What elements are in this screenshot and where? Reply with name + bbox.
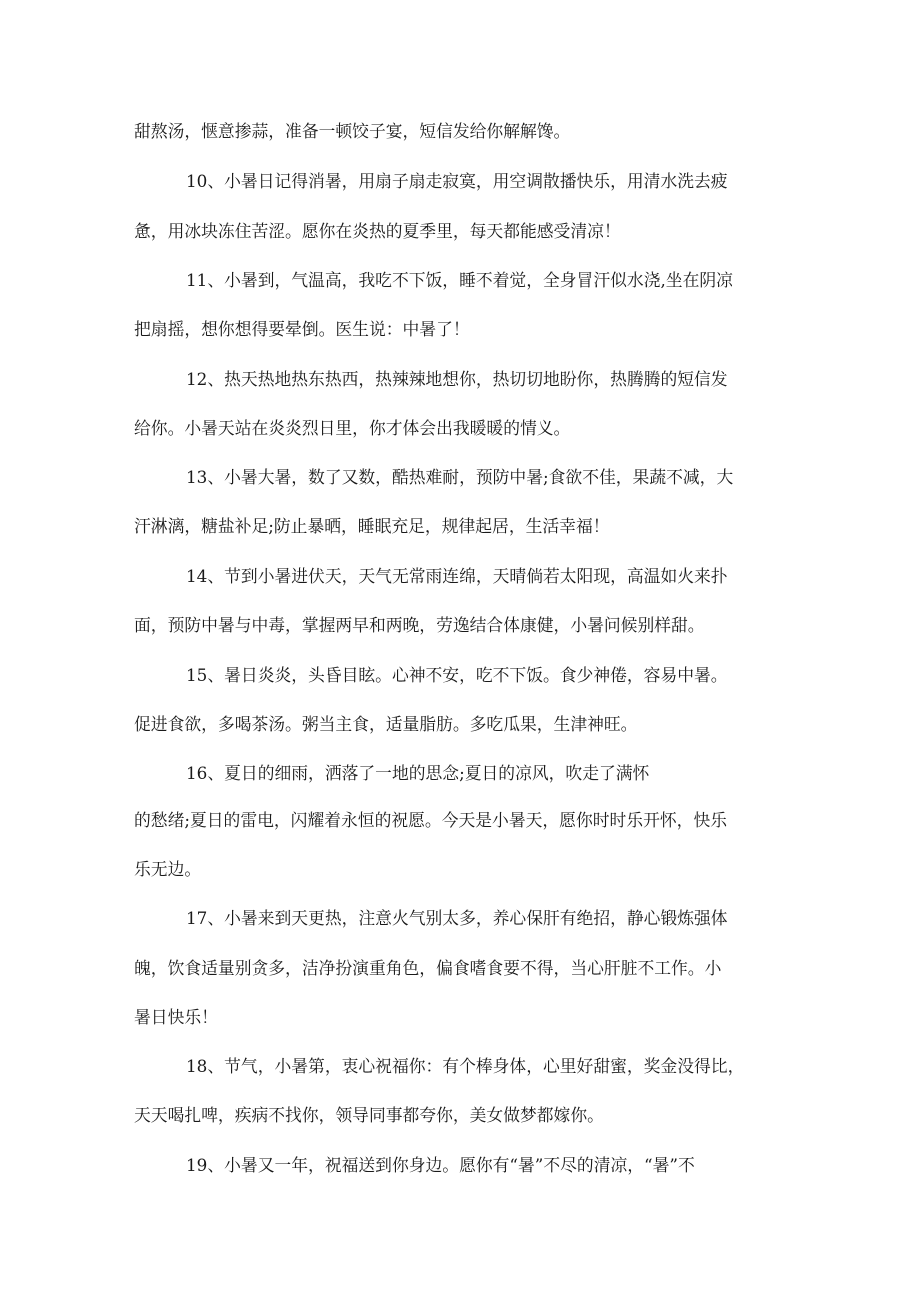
text-line: 魄，饮食适量别贪多，洁净扮演重角色，偏食嗜食要不得，当心肝脏不工作。小 bbox=[134, 958, 722, 978]
text-line: 19、小暑又一年，祝福送到你身边。愿你有“暑”不尽的清凉，“暑”不 bbox=[186, 1155, 695, 1175]
text-line: 16、夏日的细雨，洒落了一地的思念;夏日的凉风，吹走了满怀 bbox=[186, 763, 650, 783]
text-line: 面，预防中暑与中毒，掌握两早和两晚，劳逸结合体康健，小暑问候别样甜。 bbox=[134, 615, 705, 635]
text-line: 12、热天热地热东热西，热辣辣地想你，热切切地盼你，热腾腾的短信发 bbox=[186, 369, 728, 389]
text-line: 14、节到小暑进伏天，天气无常雨连绵，天晴倘若太阳现，高温如火来扑 bbox=[186, 566, 728, 586]
text-line: 10、小暑日记得消暑，用扇子扇走寂寞，用空调散播快乐，用清水洗去疲 bbox=[186, 171, 728, 191]
text-line: 给你。小暑天站在炎炎烈日里，你才体会出我暖暖的情义。 bbox=[134, 418, 571, 438]
text-line: 促进食欲，多喝茶汤。粥当主食，适量脂肪。多吃瓜果，生津神旺。 bbox=[134, 714, 638, 734]
text-line: 暑日快乐！ bbox=[134, 1007, 218, 1027]
text-line: 甜熬汤，惬意掺蒜，准备一顿饺子宴，短信发给你解解馋。 bbox=[134, 121, 571, 141]
text-line: 乐无边。 bbox=[134, 859, 202, 879]
text-line: 把扇摇，想你想得要晕倒。医生说：中暑了！ bbox=[134, 319, 470, 339]
text-line: 13、小暑大暑，数了又数，酷热难耐，预防中暑;食欲不佳，果蔬不减，大 bbox=[186, 467, 734, 487]
text-line: 17、小暑来到天更热，注意火气别太多，养心保肝有绝招，静心锻炼强体 bbox=[186, 908, 728, 928]
text-line: 15、暑日炎炎，头昏目眩。心神不安，吃不下饭。食少神倦，容易中暑。 bbox=[186, 665, 728, 685]
text-line: 天天喝扎啤，疾病不找你，领导同事都夸你，美女做梦都嫁你。 bbox=[134, 1105, 604, 1125]
text-line: 的愁绪;夏日的雷电，闪耀着永恒的祝愿。今天是小暑天，愿你时时乐开怀，快乐 bbox=[134, 810, 728, 830]
text-line: 18、节气，小暑第，衷心祝福你：有个棒身体，心里好甜蜜，奖金没得比， bbox=[186, 1056, 745, 1076]
text-line: 汗淋漓，糖盐补足;防止暴晒，睡眠充足，规律起居，生活幸福！ bbox=[134, 516, 610, 536]
text-line: 惫，用冰块冻住苦涩。愿你在炎热的夏季里，每天都能感受清凉！ bbox=[134, 221, 621, 241]
text-line: 11、小暑到，气温高，我吃不下饭，睡不着觉，全身冒汗似水浇,坐在阴凉 bbox=[186, 270, 733, 290]
